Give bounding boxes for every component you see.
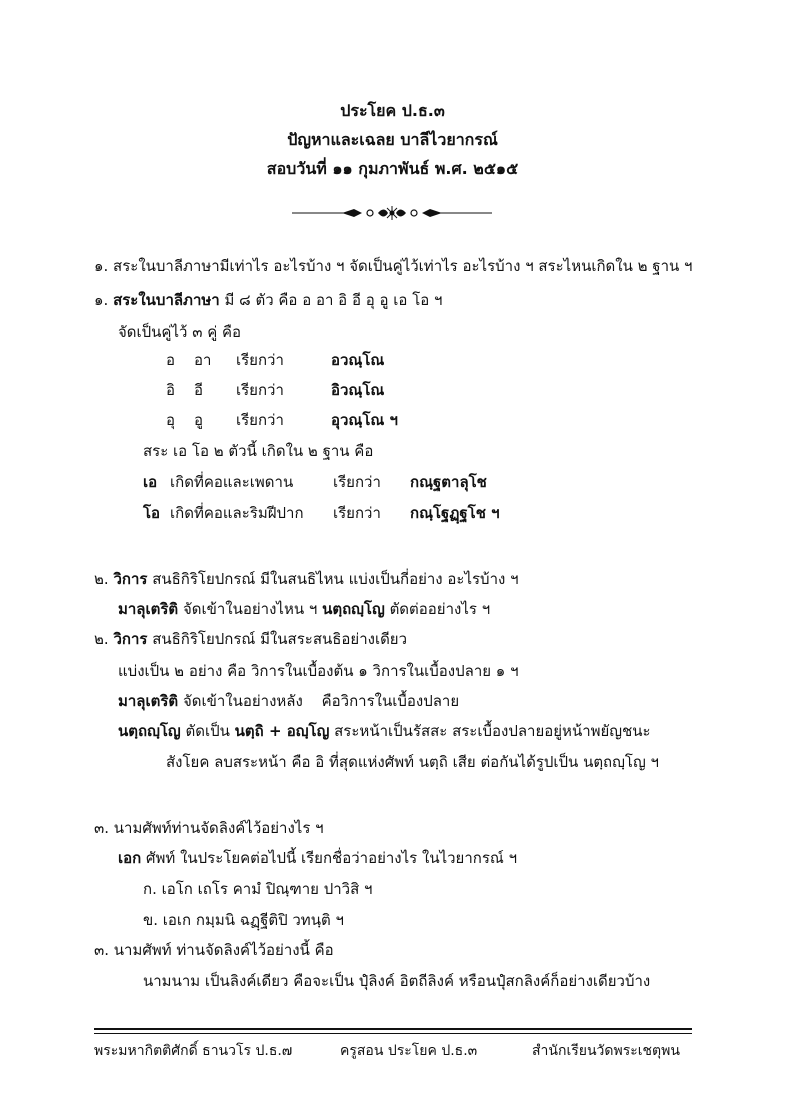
- question-2-body: สนธิกิริโยปกรณ์ มีในสนธิไหน แบ่งเป็นกี่อย่าง อะไรบ้าง ฯ: [152, 570, 519, 588]
- term-natthanno: นตฺถญฺโญ: [322, 600, 385, 618]
- answer-2-line2: แบ่งเป็น ๒ อย่าง คือ วิการในเบื้องต้น ๑ วิการในเบื้องปลาย ๑ ฯ: [118, 662, 519, 680]
- question-3-item-b: ข. เอเก กมฺมนิ ฉฏฺฐีติปิ วทนฺติ ฯ: [143, 911, 344, 929]
- question-2-sub2: ตัดต่ออย่างไร ฯ: [389, 600, 491, 618]
- called-label: เรียกว่า: [236, 351, 284, 369]
- answer-2-sub2: คือวิการในเบื้องปลาย: [321, 692, 460, 710]
- question-2-sub1: จัดเข้าในอย่างไหน ฯ: [182, 600, 318, 618]
- two-base-name: กณฺฐตาลุโช: [410, 473, 487, 491]
- answer-3-text: ๓. นามศัพท์ ท่านจัดลิงค์ไว้อย่างนี้ คือ: [94, 941, 334, 959]
- exam-subject-title: ปัญหาและเฉลย บาลีไวยากรณ์: [287, 130, 498, 149]
- vowel-a: อ: [166, 351, 176, 369]
- question-3-sub: [118, 848, 517, 868]
- term-split: นตฺถิ + อญฺโญ: [234, 722, 330, 740]
- decorative-divider-icon: [292, 203, 492, 223]
- vowel-a: อุ: [166, 411, 176, 429]
- question-3-item-a: ก. เอโก เถโร คามํ ปิณฺฑาย ปาวิสิ ฯ: [143, 880, 373, 898]
- question-3-text: ๓. นามศัพท์ท่านจัดลิงค์ไว้อย่างไร ฯ: [94, 819, 324, 837]
- question-1-text: ๑. สระในบาลีภาษามีเท่าไร อะไรบ้าง ฯ จัดเป็นคู่ไว้เท่าไร อะไรบ้าง ฯ สระไหนเกิดใน ๒ ฐาน ฯ: [94, 257, 693, 275]
- called-label: เรียกว่า: [333, 504, 381, 522]
- question-2-keyword: วิการ: [113, 570, 148, 588]
- vowel-b: อู: [194, 411, 204, 429]
- two-base-desc: เกิดที่คอและริมฝีปาก: [170, 504, 304, 522]
- answer-1-line: [94, 290, 442, 310]
- called-label: เรียกว่า: [236, 411, 284, 429]
- answer-2-line4: [118, 721, 651, 741]
- two-base-desc: เกิดที่คอและเพดาน: [170, 473, 294, 491]
- question-2-line: [94, 569, 519, 589]
- answer-1-body: มี ๘ ตัว คือ อ อา อิ อี อุ อู เอ โอ ฯ: [224, 291, 443, 309]
- answer-2-line: [94, 629, 407, 649]
- two-base-name: กณฺโฐฏฺฐโช ฯ: [410, 504, 500, 522]
- called-label: เรียกว่า: [236, 381, 284, 399]
- footer-school: สำนักเรียนวัดพระเชตุพน: [532, 1043, 680, 1059]
- pair-name: อวณฺโณ: [331, 351, 385, 369]
- question-2-number: ๒.: [94, 570, 109, 588]
- term-natthanno: นตฺถญฺโญ: [118, 722, 181, 740]
- vowel-a: อิ: [166, 381, 176, 399]
- term-maluteriti: มาลุเตริติ: [118, 692, 179, 710]
- question-2-line2: [118, 599, 490, 619]
- vowel-b: อี: [194, 381, 204, 399]
- answer-2-keyword: วิการ: [113, 630, 148, 648]
- footer-role: ครูสอน ประโยค ป.ธ.๓: [340, 1043, 478, 1059]
- footer-author: พระมหากิตติศักดิ์ ธานวโร ป.ธ.๗: [94, 1043, 293, 1059]
- pairs-intro: จัดเป็นคู่ไว้ ๓ คู่ คือ: [118, 323, 242, 341]
- exam-date-title: สอบวันที่ ๑๑ กุมภาพันธ์ พ.ศ. ๒๕๑๕: [266, 159, 519, 178]
- pair-name: อุวณฺโณ ฯ: [331, 411, 398, 429]
- answer-2-cut: ตัดเป็น: [185, 722, 230, 740]
- answer-1-number: ๑.: [94, 291, 109, 309]
- two-base-vowel: เอ: [143, 473, 158, 491]
- footer-rule: [94, 1028, 692, 1030]
- pair-name: อิวณฺโณ: [331, 381, 385, 399]
- answer-2-rule: สระหน้าเป็นรัสสะ สระเบื้องปลายอยู่หน้าพยัญชนะ: [334, 722, 651, 740]
- answer-2-number: ๒.: [94, 630, 109, 648]
- question-3-sub-body: ศัพท์ ในประโยคต่อไปนี้ เรียกชื่อว่าอย่างไร ในไวยากรณ์ ฯ: [146, 849, 518, 867]
- footer-rule-thin: [94, 1033, 692, 1034]
- two-base-vowel: โอ: [143, 504, 161, 522]
- answer-3-line2: นามนาม เป็นลิงค์เดียว คือจะเป็น ปุํลิงค์ อิตถีลิงค์ หรือนปุํสกลิงค์ก็อย่างเดียวบ้าง: [143, 972, 651, 990]
- two-base-intro: สระ เอ โอ ๒ ตัวนี้ เกิดใน ๒ ฐาน คือ: [143, 442, 374, 460]
- exam-level-title: ประโยค ป.ธ.๓: [340, 101, 445, 120]
- answer-2-line5: สังโยค ลบสระหน้า คือ อิ ที่สุดแห่งศัพท์ นตฺถิ เสีย ต่อกันได้รูปเป็น นตฺถญฺโญ ฯ: [166, 753, 659, 771]
- answer-1-keyword: สระในบาลีภาษา: [113, 291, 220, 309]
- term-maluteriti: มาลุเตริติ: [118, 600, 179, 618]
- called-label: เรียกว่า: [333, 473, 381, 491]
- answer-2-line3: [118, 691, 459, 711]
- answer-2-sub1: จัดเข้าในอย่างหลัง: [182, 692, 303, 710]
- term-eka: เอก: [118, 849, 142, 867]
- answer-2-body: สนธิกิริโยปกรณ์ มีในสระสนธิอย่างเดียว: [152, 630, 408, 648]
- vowel-b: อา: [194, 351, 212, 369]
